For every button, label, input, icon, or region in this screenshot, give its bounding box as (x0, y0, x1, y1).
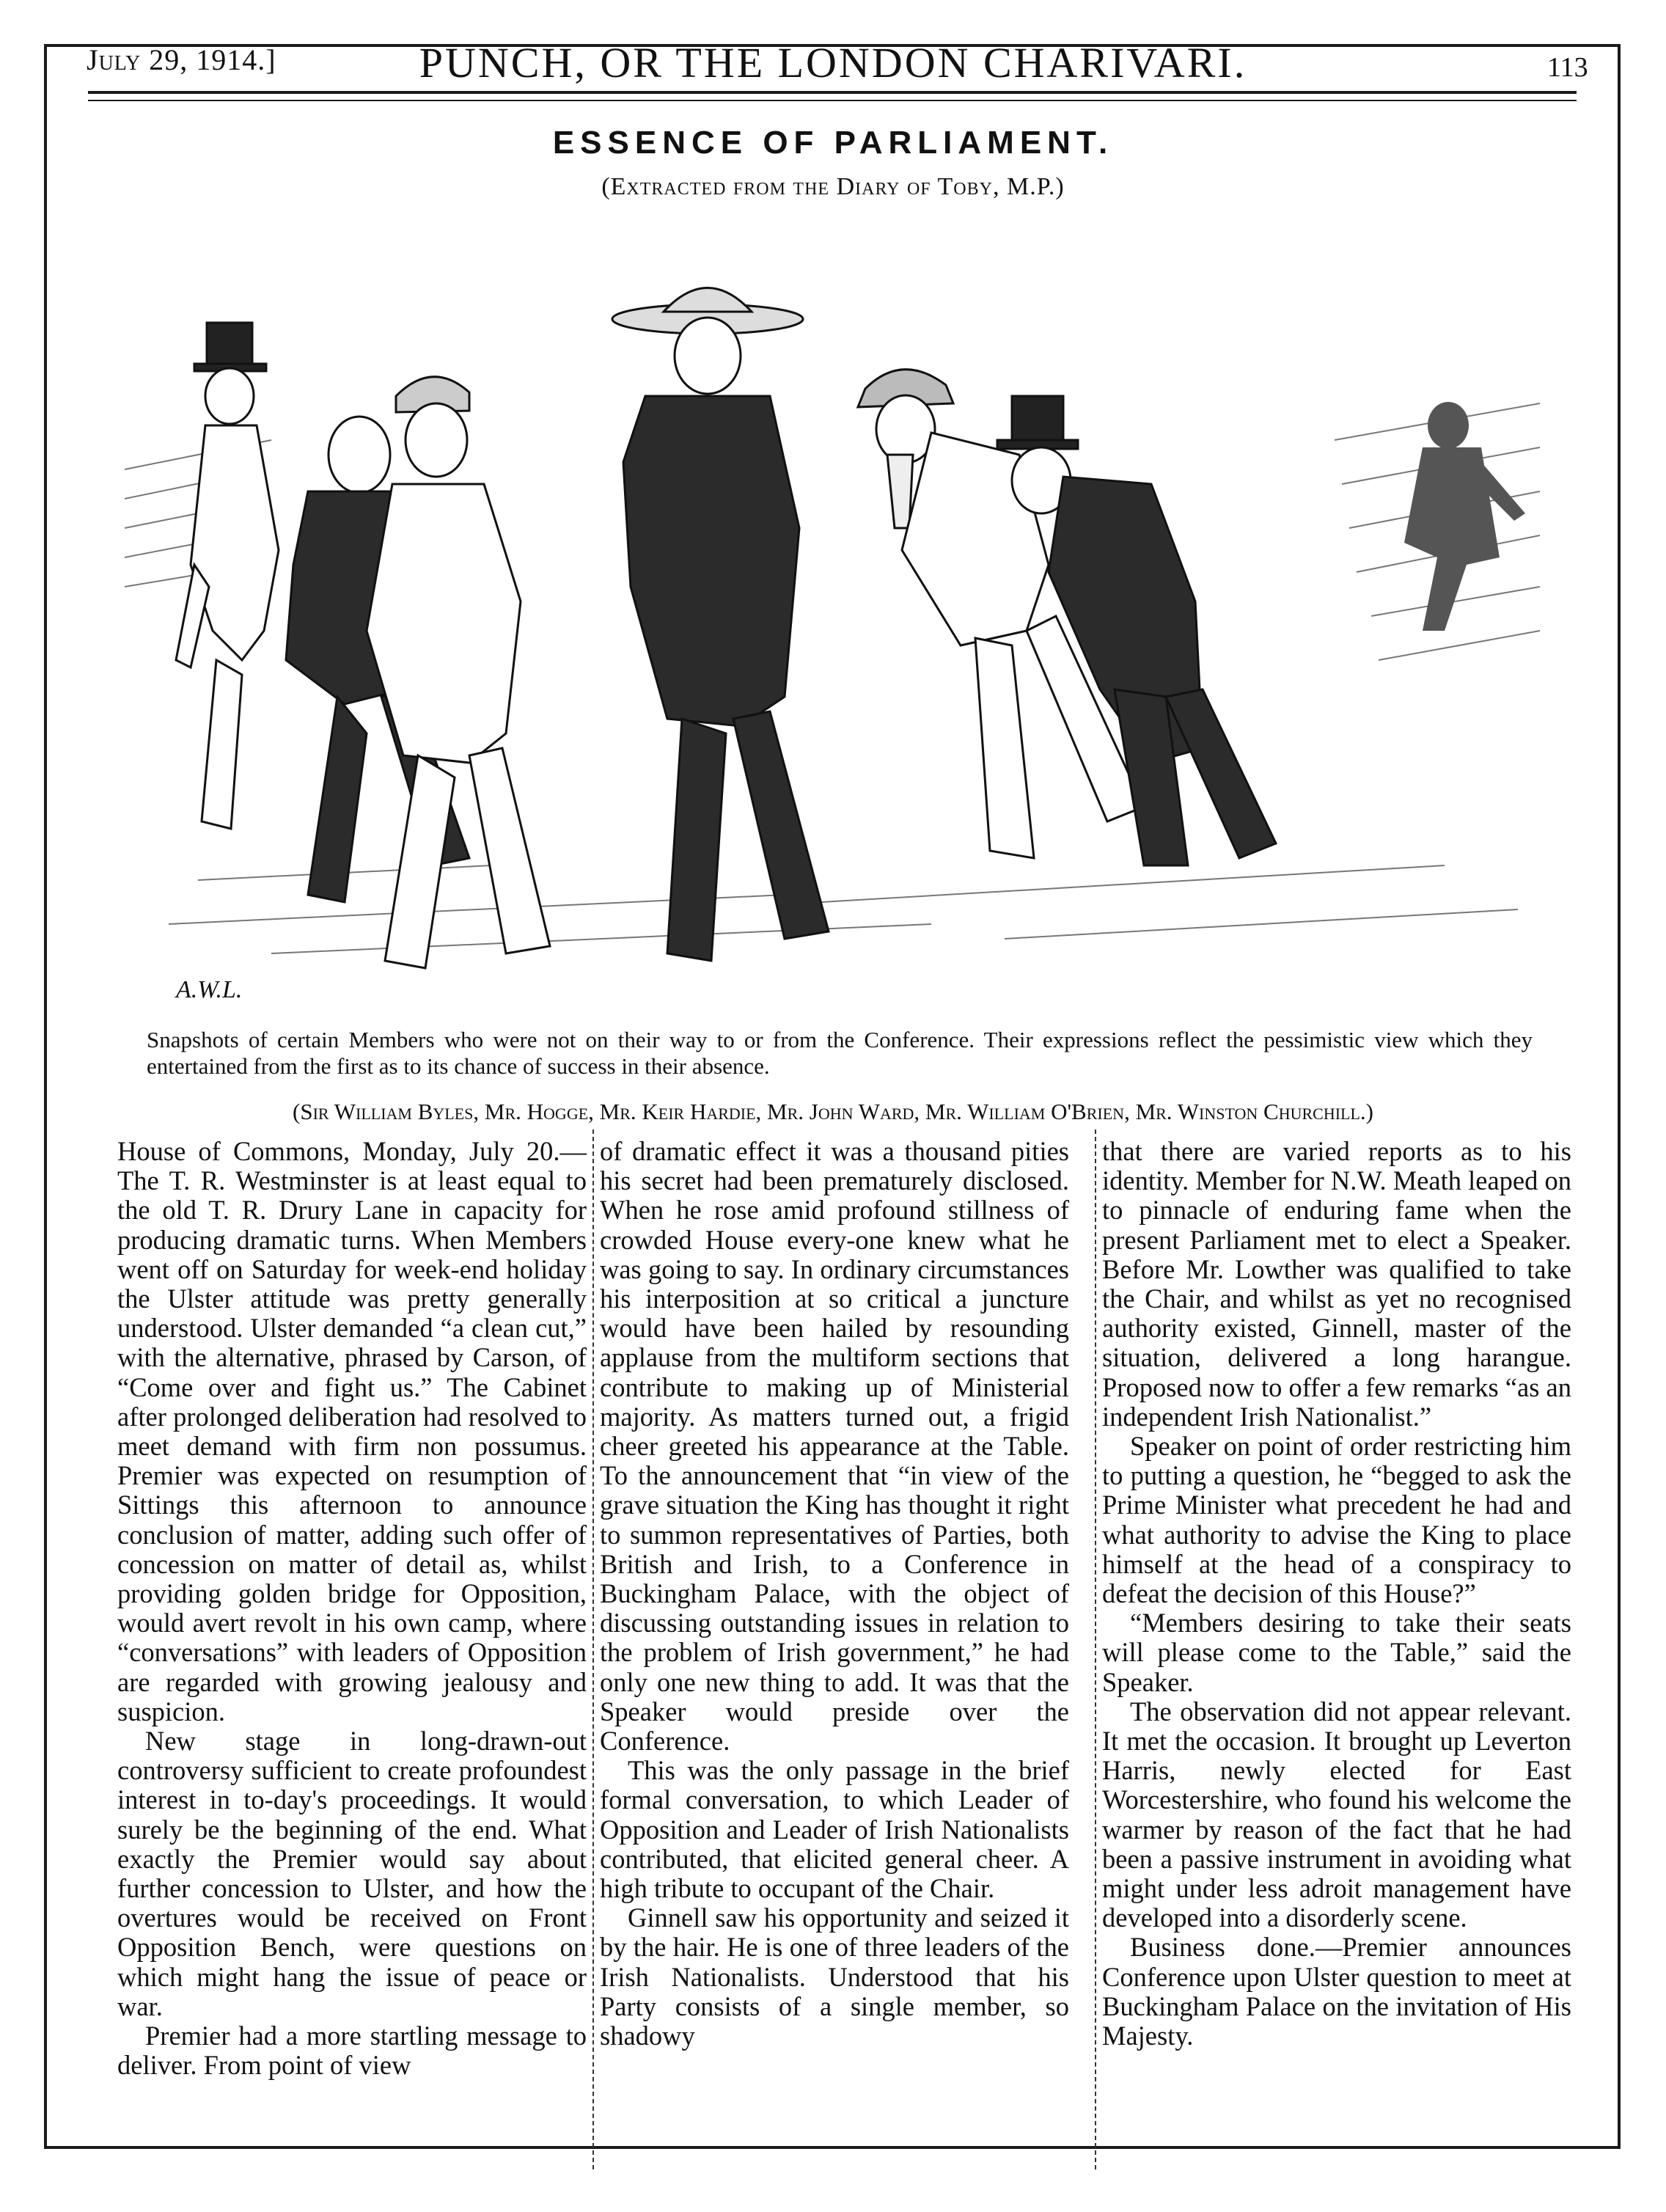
paragraph: This was the only passage in the brief formal conversation, to which Leader of Opposition and Leader of Irish Nationalists contributed, that elicited general cheer. A high tribute to occupant of the Chair. (600, 1755, 1069, 1904)
illustration-caption: Snapshots of certain Members who were not on their way to or from the Conference. Their expressions reflect the pessimistic view which they entertained from the first as to its chance of success in their absence. (147, 1027, 1533, 1079)
text-column-2 (600, 1137, 1069, 2051)
artist-signature: A.W.L. (176, 976, 243, 1003)
column-divider-1 (592, 1129, 594, 2169)
illustration-names: (Sir William Byles, Mr. Hogge, Mr. Keir Hardie, Mr. John Ward, Mr. William O'Brien, Mr. Winston Churchill.) (293, 1099, 1373, 1124)
issue-date: July 29, 1914.] (87, 43, 276, 76)
cartoon-illustration (125, 220, 1540, 1012)
paragraph: Ginnell saw his opportunity and seized it by the hair. He is one of three leaders of the Irish Nationalists. Understood that his Party consists of a single member, so shadowy (600, 1902, 1069, 2051)
paragraph: “Members desiring to take their seats will please come to the Table,” said the Speaker. (1102, 1608, 1571, 1697)
figure-sir-william-byles (176, 323, 279, 829)
paragraph: of dramatic effect it was a thousand pities his secret had been prematurely disclosed. When he rose amid profound stillness of crowded House every-one knew what he was going to say. In ordinary circumstances his interposition at so critical a juncture would have been hailed by resounding applause from the multiform sections that contribute to making up of Ministerial majority. As matters turned out, a frigid cheer greeted his appearance at the Table. To the announcement that “in view of the grave situation the King has thought it right to summon representatives of Parties, both British and Irish, to a Conference in Buckingham Palace, with the object of discussing outstanding issues in relation to the problem of Irish government,” he had only one new thing to add. It was that the Speaker would preside over the Conference. (600, 1136, 1069, 1757)
paragraph: New stage in long-drawn-out controversy sufficient to create profoundest interest in to-day's proceedings. It would surely be the beginning of the end. What exactly the Premier would say about further concession to Ulster, and how the overtures would be received on Front Opposition Bench, were questions on which might hang the issue of peace or war. (117, 1726, 587, 2021)
column-divider-2 (1095, 1129, 1096, 2169)
paragraph: Premier had a more startling message to deliver. From point of view (117, 2021, 587, 2081)
article-subtitle: (Extracted from the Diary of Toby, M.P.) (601, 173, 1065, 200)
header-rule (88, 91, 1577, 94)
figure-mr-keir-hardie (367, 377, 550, 968)
article-title: ESSENCE OF PARLIAMENT. (552, 125, 1114, 161)
publication-title: PUNCH, OR THE LONDON CHARIVARI. (419, 39, 1247, 87)
figure-mr-john-ward (612, 288, 829, 962)
page-number: 113 (1547, 52, 1588, 83)
header-rule-thin (88, 100, 1577, 101)
paragraph: Speaker on point of order restricting him to putting a question, he “begged to ask the Prime Minister what precedent he had and what authority to advise the King to place himself at the head of a conspiracy to defeat the decision of this House?” (1102, 1431, 1571, 1609)
text-column-1 (117, 1137, 587, 2081)
paragraph: Business done.—Premier announces Conference upon Ulster question to meet at Buckingham Palace on the invitation of His Majesty. (1102, 1932, 1571, 2051)
running-figure-silhouette (1404, 402, 1525, 631)
paragraph: The observation did not appear relevant. It met the occasion. It brought up Leverton Harris, newly elected for East Worcestershire, who found his welcome the warmer by reason of the fact that he had been a passive instrument in avoiding what might under less adroit management have developed into a disorderly scene. (1102, 1696, 1571, 1933)
text-column-3 (1102, 1137, 1571, 2051)
paragraph: that there are varied reports as to his identity. Member for N.W. Meath leaped on to pinnacle of enduring fame when the present Parliament met to elect a Speaker. Before Mr. Lowther was qualified to take the Chair, and whilst as yet no recognised authority existed, Ginnell, master of the situation, delivered a long harangue. Proposed now to offer a few remarks “as an independent Irish Nationalist.” (1102, 1136, 1571, 1432)
paragraph: House of Commons, Monday, July 20.—The T. R. Westminster is at least equal to the old T. R. Drury Lane in capacity for producing dramatic turns. When Members went off on Saturday for week-end holiday the Ulster attitude was pretty generally understood. Ulster demanded “a clean cut,” with the alternative, phrased by Carson, of “Come over and fight us.” The Cabinet after prolonged deliberation had resolved to meet demand with firm non possumus. Premier was expected on resumption of Sittings this afternoon to announce conclusion of matter, adding such offer of concession on matter of detail as, whilst providing golden bridge for Opposition, would avert revolt in his own camp, where “conversations” with leaders of Opposition are regarded with growing jealousy and suspicion. (117, 1136, 587, 1726)
